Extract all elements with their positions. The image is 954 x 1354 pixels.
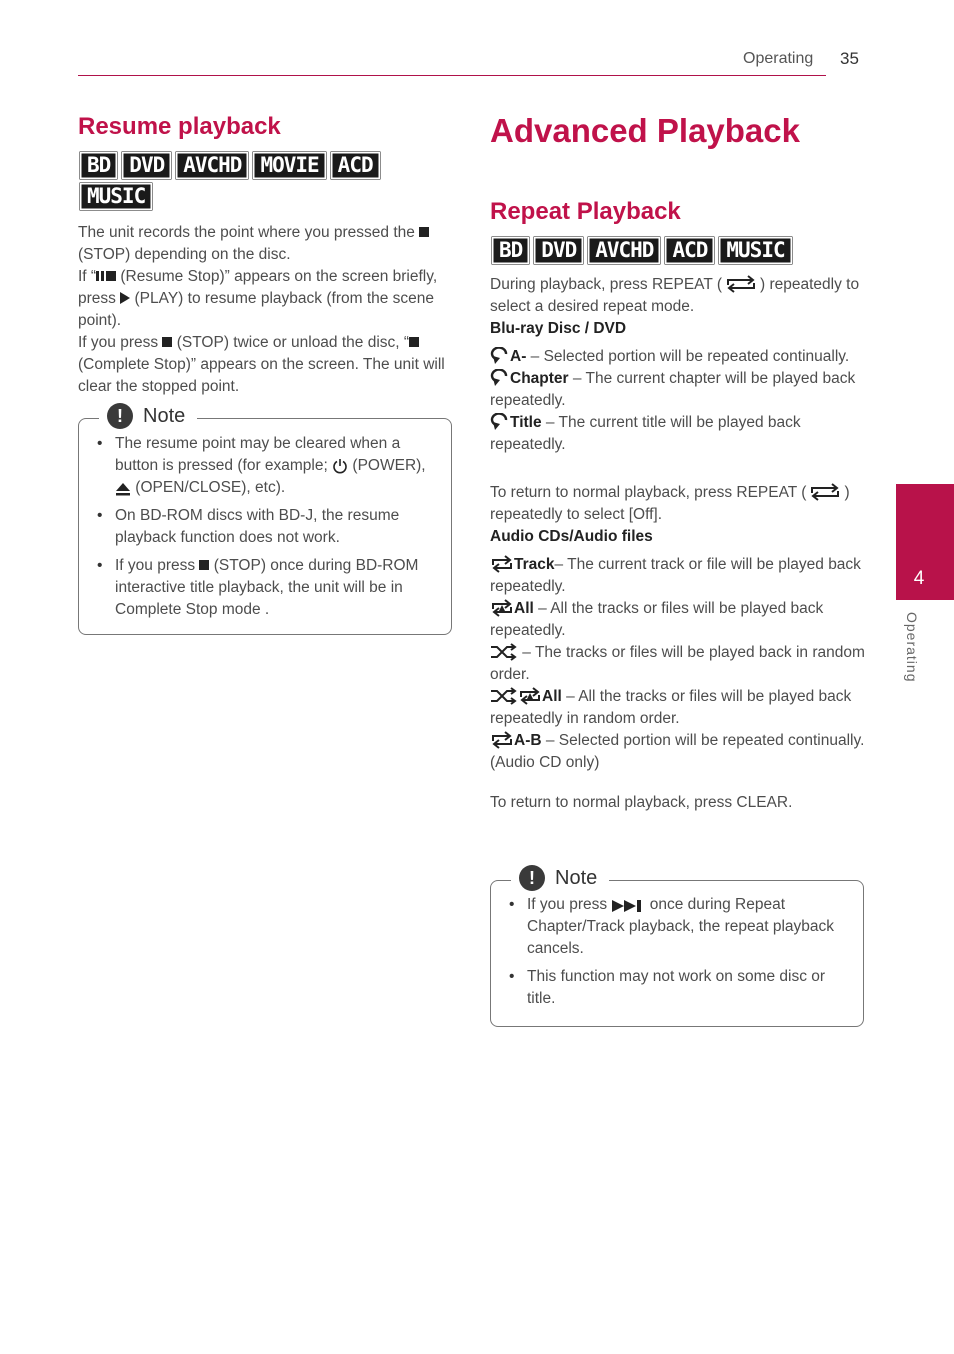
- repeat-icon: [806, 483, 844, 501]
- repeat-once-icon: [490, 347, 510, 365]
- resume-para-1: The unit records the point where you pressed the (STOP) depending on the disc.: [78, 222, 454, 266]
- resume-para-3: If you press (STOP) twice or unload the disc, “(Complete Stop)” appears on the screen. The unit will clear the stopped point.: [78, 334, 445, 395]
- stop-icon: [409, 337, 419, 347]
- return-normal-clear: To return to normal playback, press CLEAR.: [490, 794, 793, 811]
- advanced-playback-title: Advanced Playback: [490, 112, 800, 149]
- header-rule: [78, 75, 826, 76]
- badge-acd: ACD: [665, 237, 714, 264]
- repeat-all-icon: [490, 599, 514, 617]
- repeat-ab-entry: A-B – Selected portion will be repeated continually. (Audio CD only): [490, 732, 865, 771]
- repeat-track-entry: Track– The current track or file will be played back repeatedly.: [490, 556, 861, 595]
- repeat-once-icon: [490, 369, 510, 387]
- list-item: • If you press once during Repeat Chapter/Track playback, the repeat playback cancels.: [505, 894, 845, 960]
- repeat-once-icon: [490, 413, 510, 431]
- left-note-header: [99, 403, 197, 429]
- stop-icon: [199, 560, 209, 570]
- stop-icon: [106, 271, 116, 281]
- audio-cd-heading: Audio CDs/Audio files: [490, 528, 653, 545]
- badge-bd: BD: [80, 152, 117, 179]
- badge-avchd: AVCHD: [176, 152, 248, 179]
- resume-description: [78, 222, 454, 398]
- chapter-label: Operating: [904, 612, 920, 683]
- power-icon: [332, 458, 348, 474]
- repeat-track-icon: [490, 555, 514, 573]
- repeat-title-entry: Title – The current title will be played back repeatedly.: [490, 414, 801, 453]
- list-item: • The resume point may be cleared when a button is pressed (for example; (POWER), (OPEN/CLOSE), etc).: [93, 433, 433, 499]
- resume-playback-title: Resume playback: [78, 113, 281, 140]
- stop-icon: [162, 337, 172, 347]
- bd-dvd-heading: Blu-ray Disc / DVD: [490, 320, 627, 337]
- repeat-a-entry: A- – Selected portion will be repeated continually.: [490, 346, 866, 368]
- right-note-header: [511, 865, 609, 891]
- shuffle-icon: [490, 687, 518, 705]
- random-entry: – The tracks or files will be played back in random order.: [490, 644, 865, 683]
- right-note-list: [505, 894, 845, 1016]
- badge-movie: MOVIE: [253, 152, 325, 179]
- repeat-chapter-entry: Chapter – The current chapter will be played back repeatedly.: [490, 370, 856, 409]
- resume-stop-icon: [96, 266, 106, 288]
- play-icon: [120, 292, 130, 304]
- right-note-box: [490, 866, 864, 1027]
- repeat-all-icon: [518, 687, 542, 705]
- repeat-icon: [722, 275, 760, 293]
- page-number: 35: [840, 49, 859, 68]
- repeat-description: [490, 274, 866, 814]
- exclamation-icon: !: [107, 403, 133, 429]
- left-disc-badges: [80, 152, 420, 210]
- repeat-track-icon: [490, 731, 514, 749]
- note-title: Note: [555, 866, 598, 889]
- shuffle-icon: [490, 643, 518, 661]
- exclamation-icon: !: [519, 865, 545, 891]
- badge-acd: ACD: [331, 152, 380, 179]
- skip-next-icon: [611, 899, 645, 913]
- left-note-list: [93, 433, 433, 627]
- repeat-playback-title: Repeat Playback: [490, 198, 681, 225]
- stop-icon: [419, 227, 429, 237]
- return-normal-repeat: To return to normal playback, press REPEAT ( ) repeatedly to select [Off].: [490, 484, 850, 523]
- badge-dvd: DVD: [534, 237, 583, 264]
- chapter-number: 4: [913, 568, 925, 589]
- badge-music: MUSIC: [80, 183, 152, 210]
- list-item: • This function may not work on some disc or title.: [505, 966, 845, 1010]
- left-note-box: [78, 404, 452, 635]
- resume-para-2: If “ (Resume Stop)” appears on the screen briefly, press (PLAY) to resume playback (from the scene point).: [78, 268, 438, 329]
- header-section: Operating: [743, 50, 814, 67]
- badge-avchd: AVCHD: [588, 237, 660, 264]
- list-item: • If you press (STOP) once during BD-ROM interactive title playback, the unit will be in Complete Stop mode .: [93, 555, 433, 621]
- badge-dvd: DVD: [122, 152, 171, 179]
- repeat-all-entry: All – All the tracks or files will be played back repeatedly.: [490, 600, 824, 639]
- note-title: Note: [143, 404, 186, 427]
- eject-icon: [115, 482, 131, 496]
- repeat-intro: During playback, press REPEAT ( ) repeatedly to select a desired repeat mode.: [490, 276, 860, 315]
- right-disc-badges: [492, 237, 852, 264]
- badge-music: MUSIC: [719, 237, 791, 264]
- random-all-entry: All – All the tracks or files will be played back repeatedly in random order.: [490, 688, 852, 727]
- badge-bd: BD: [492, 237, 529, 264]
- list-item: • On BD-ROM discs with BD-J, the resume playback function does not work.: [93, 505, 433, 549]
